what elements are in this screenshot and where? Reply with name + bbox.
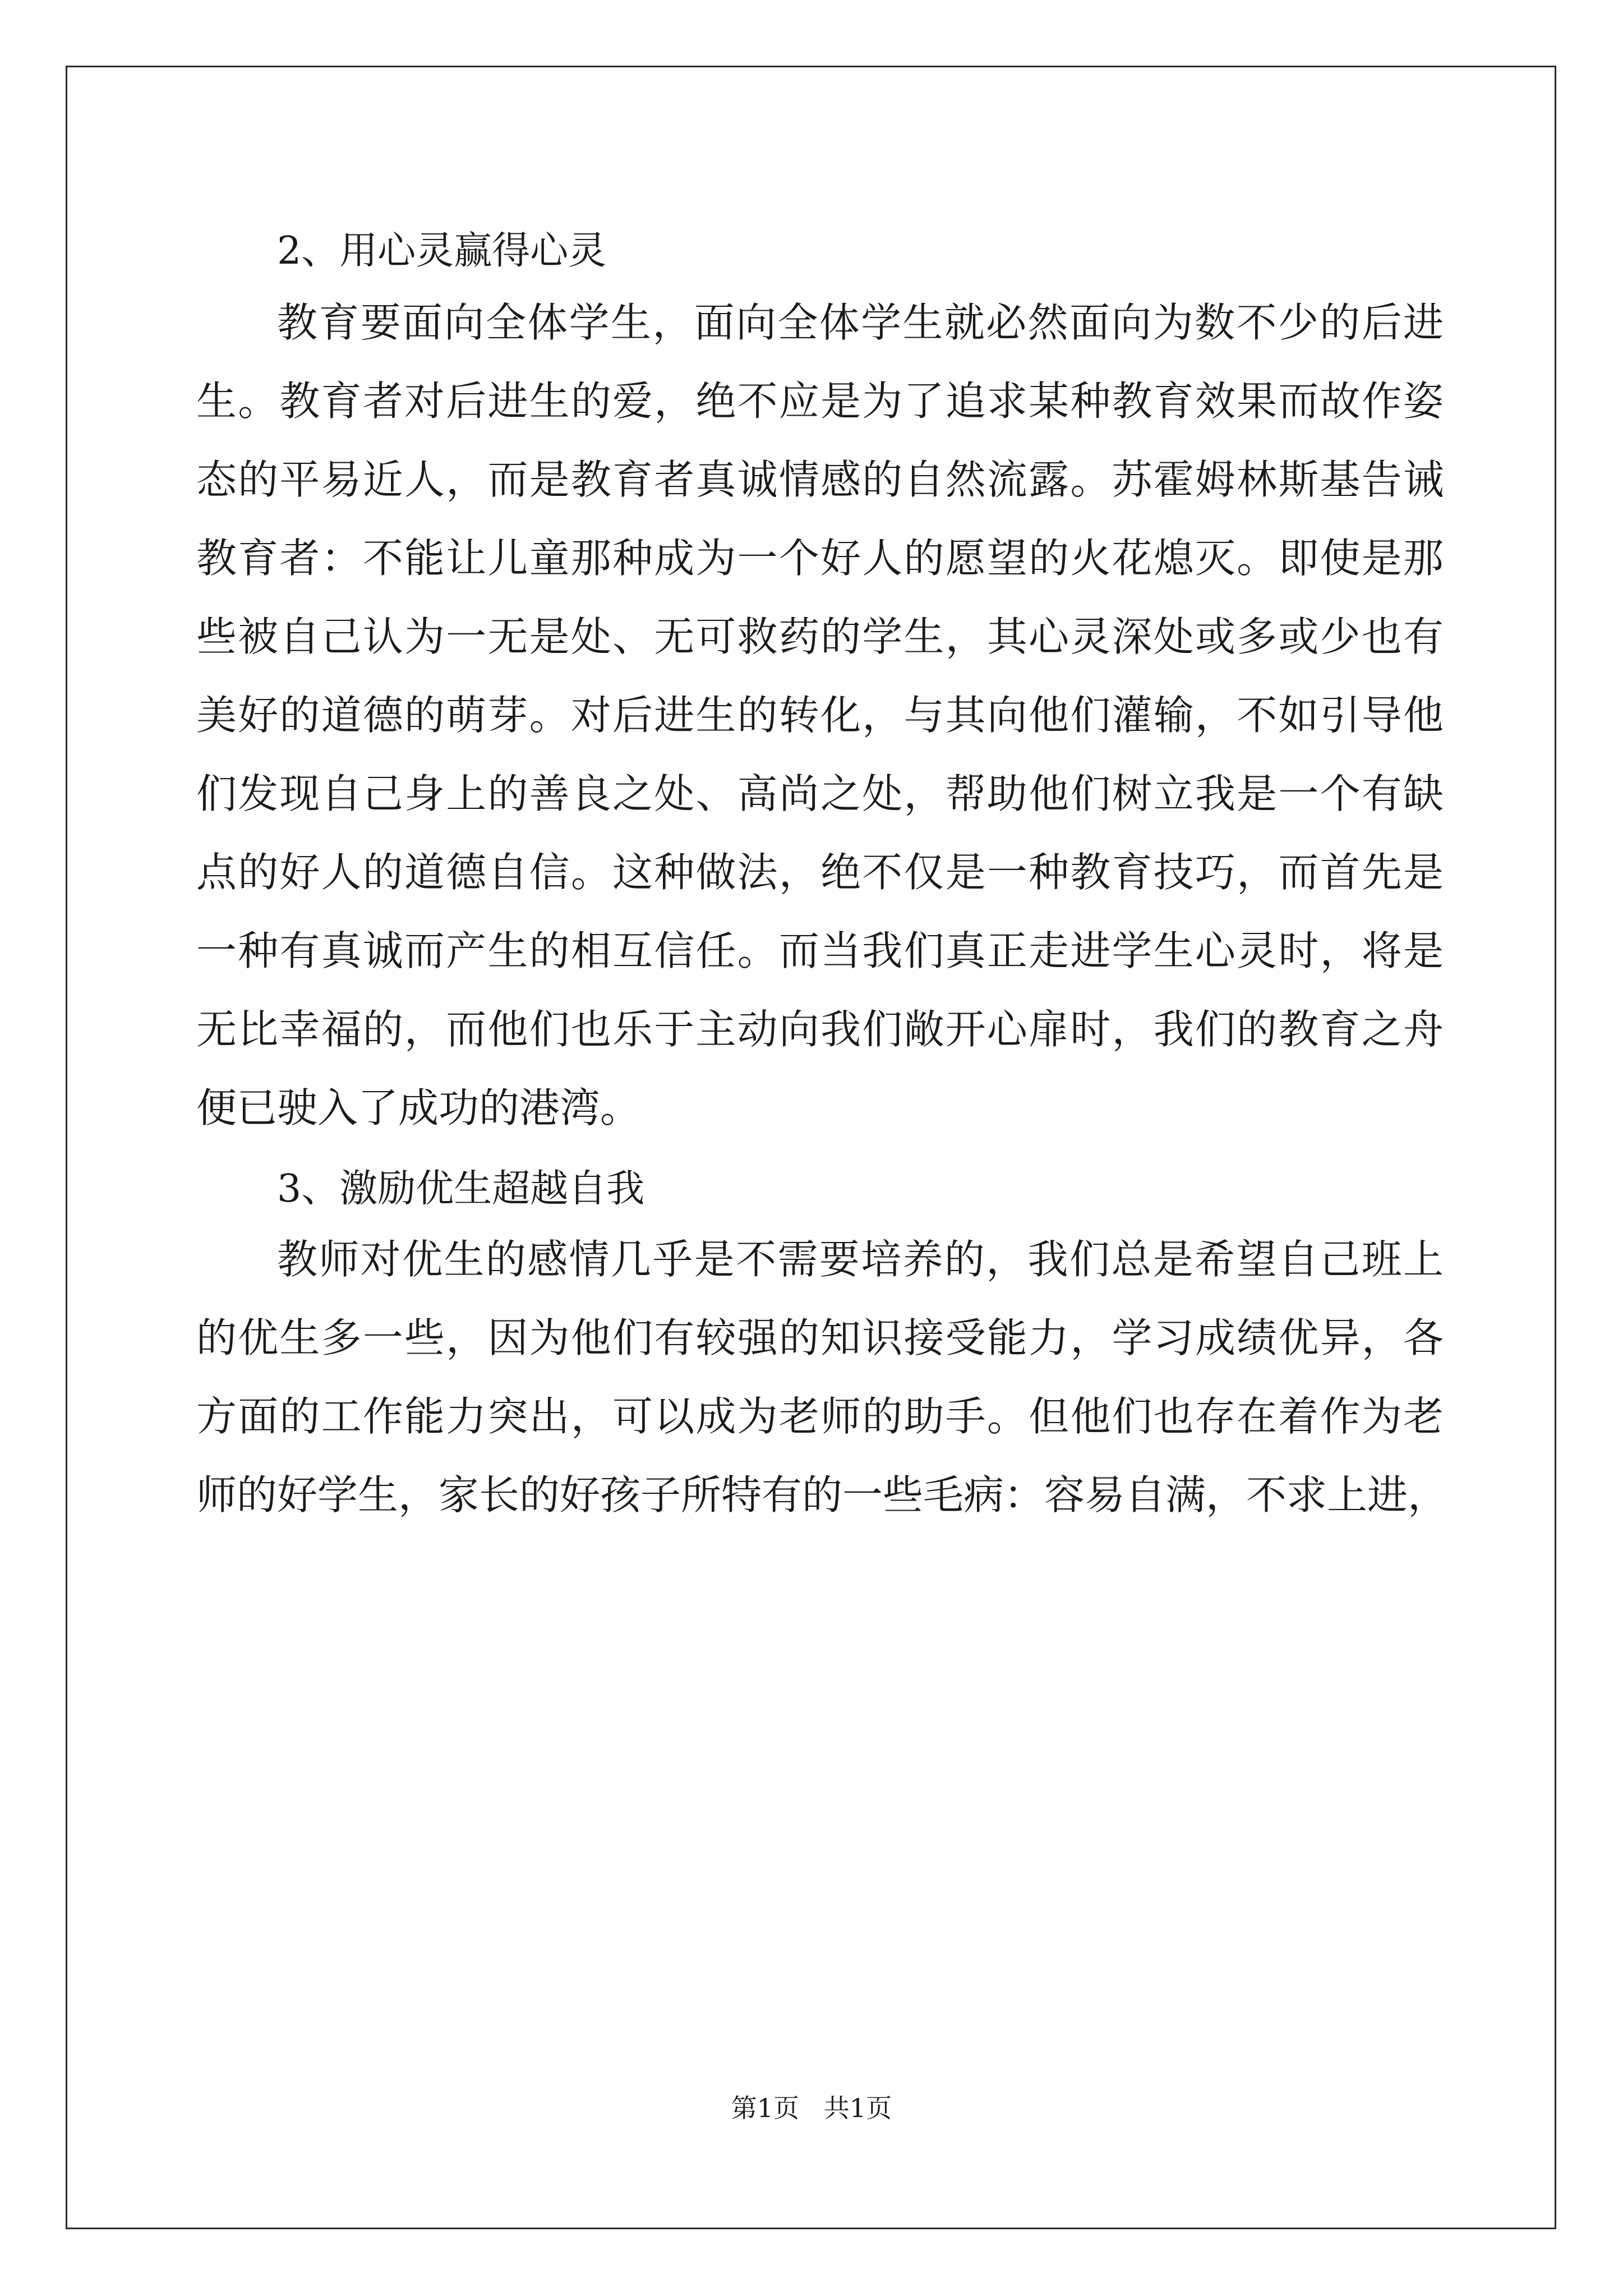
paragraph-line: 教育要面向全体学生，面向全体学生就必然面向为数不少的后进 [277,299,1444,346]
paragraph-line: 一种有真诚而产生的相互信任。而当我们真正走进学生心灵时，将是 [196,927,1444,974]
paragraph-line: 的优生多一些，因为他们有较强的知识接受能力，学习成绩优异，各 [196,1314,1444,1361]
paragraph-line: 师的好学生，家长的好孩子所特有的一些毛病：容易自满，不求上进， [196,1471,1449,1519]
paragraph-line: 教育者：不能让儿童那种成为一个好人的愿望的火花熄灭。即使是那 [196,535,1444,582]
paragraph-line: 美好的道德的萌芽。对后进生的转化，与其向他们灌输，不如引导他 [196,692,1444,739]
paragraph-line: 生。教育者对后进生的爱，绝不应是为了追求某种教育效果而故作姿 [196,378,1444,425]
page-footer: 第1页 共1页 [731,2093,892,2123]
paragraph-line: 态的平易近人，而是教育者真诚情感的自然流露。苏霍姆林斯基告诫 [196,456,1444,503]
paragraph-line: 点的好人的道德自信。这种做法，绝不仅是一种教育技巧，而首先是 [196,849,1444,896]
paragraph-line: 教师对优生的感情几乎是不需要培养的，我们总是希望自己班上 [277,1236,1444,1283]
paragraph-line: 便已驶入了成功的港湾。 [196,1084,641,1131]
section-heading-2: 2、用心灵赢得心灵 [277,229,607,273]
paragraph-line: 无比幸福的，而他们也乐于主动向我们敞开心扉时，我们的教育之舟 [196,1006,1444,1053]
section-heading-3: 3、激励优生超越自我 [277,1167,645,1211]
paragraph-line: 些被自己认为一无是处、无可救药的学生，其心灵深处或多或少也有 [196,613,1444,660]
paragraph-line: 方面的工作能力突出，可以成为老师的助手。但他们也存在着作为老 [196,1393,1444,1440]
paragraph-line: 们发现自己身上的善良之处、高尚之处，帮助他们树立我是一个有缺 [196,770,1444,817]
